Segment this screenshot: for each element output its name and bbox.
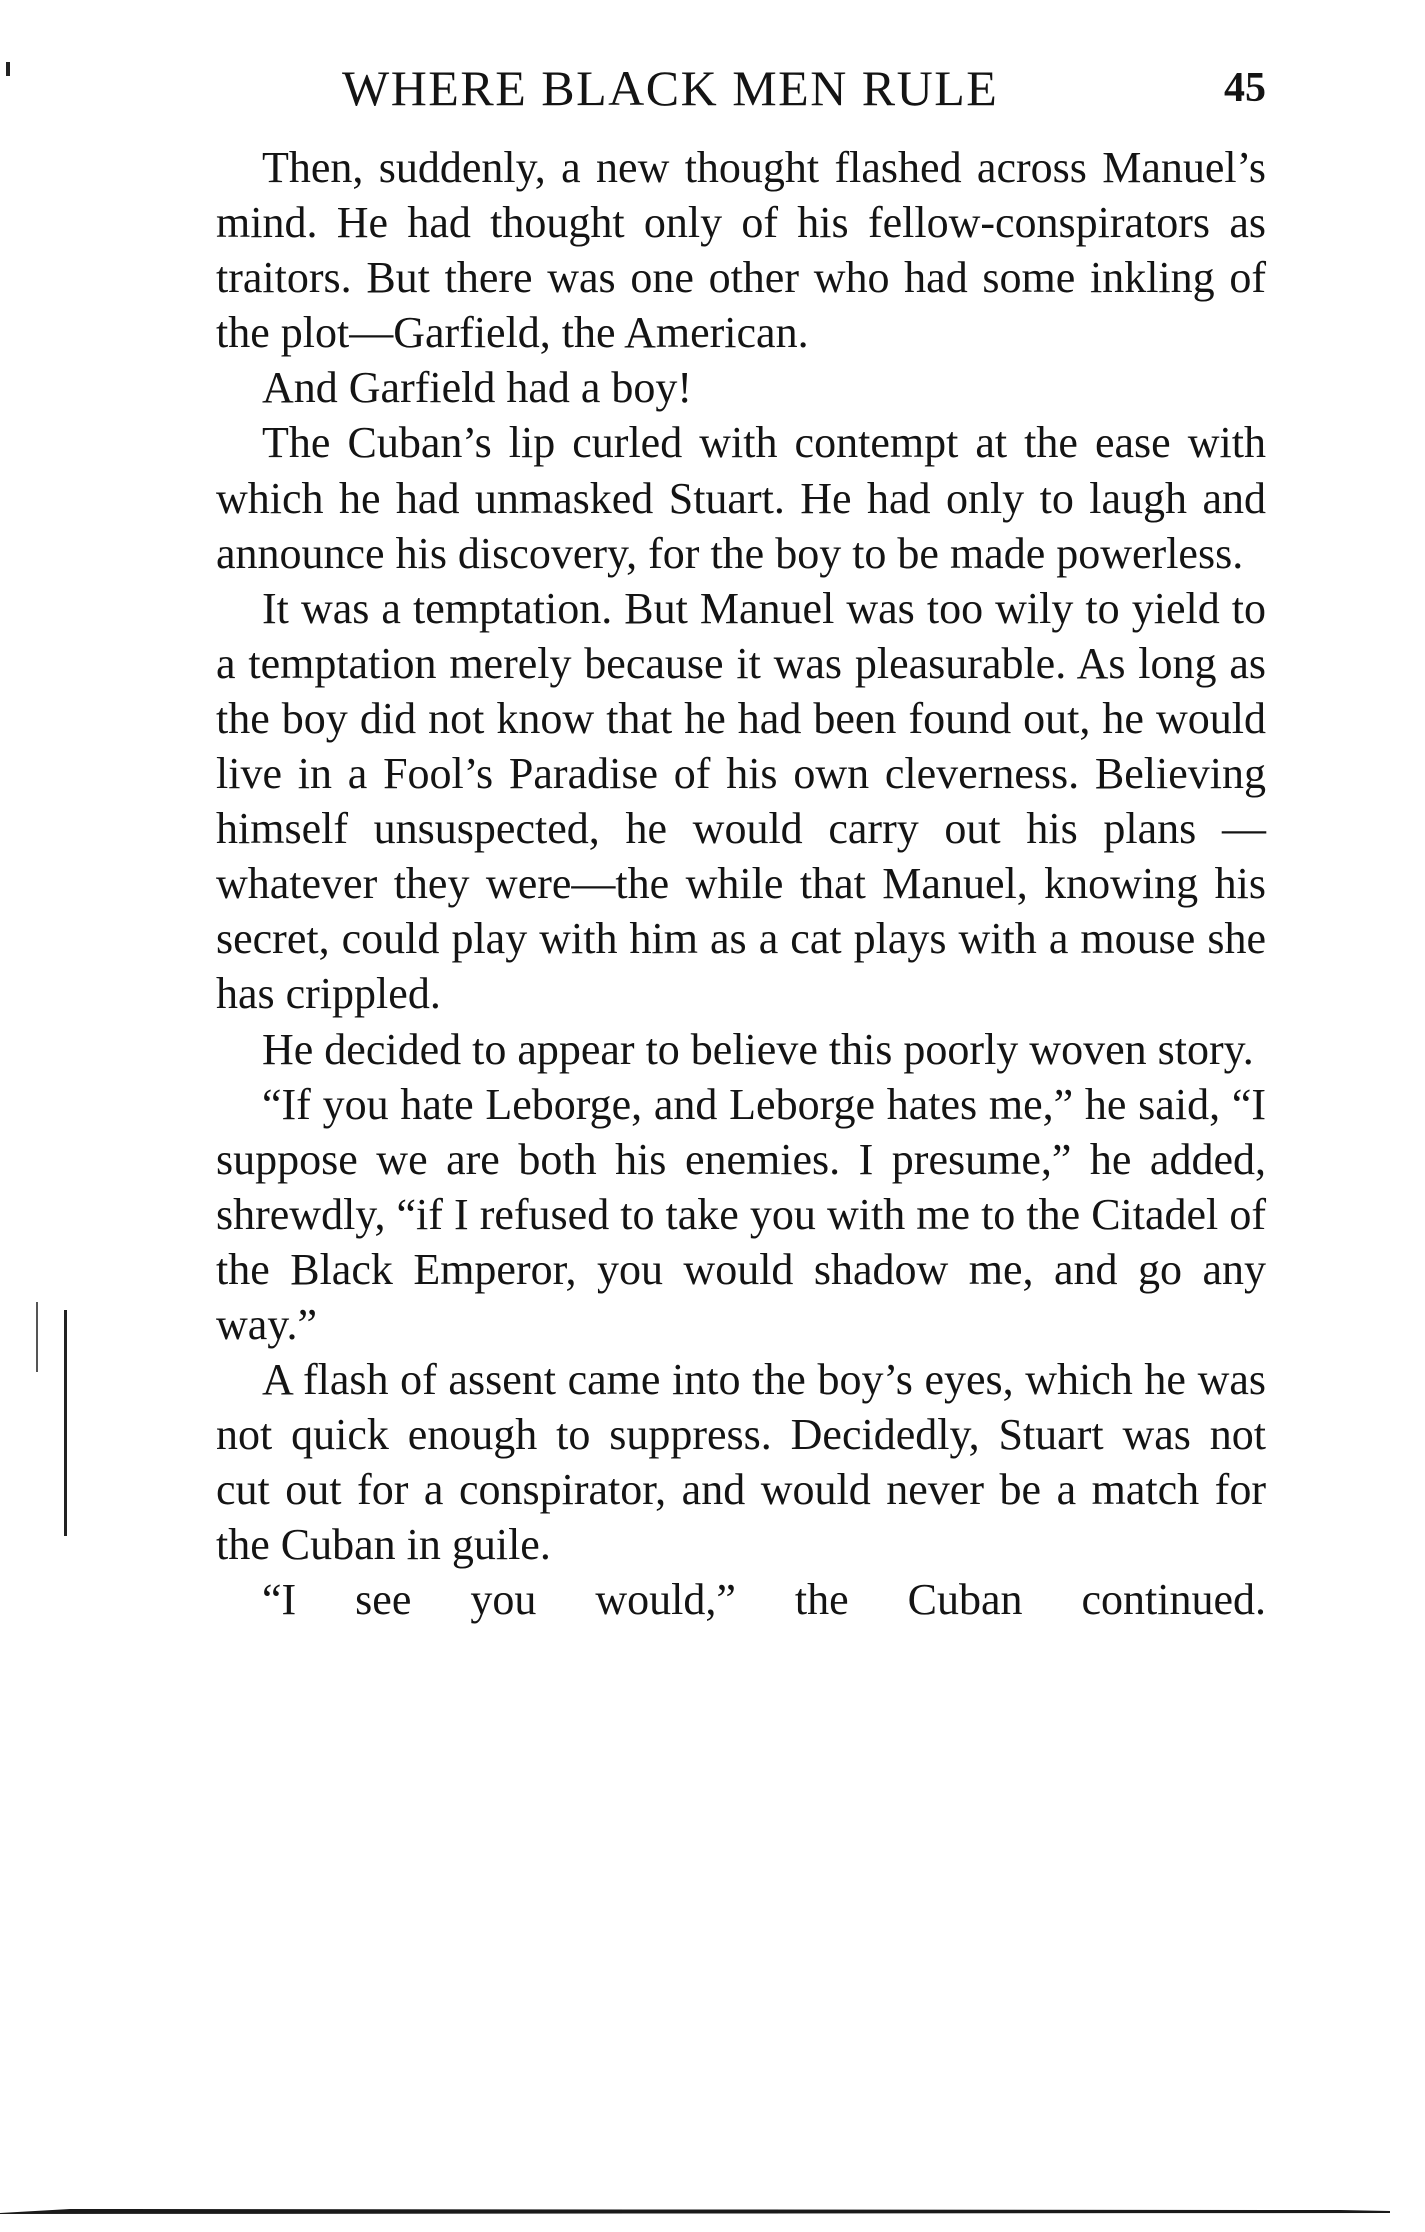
paragraph: A flash of assent came into the boy’s eyes, which he was not quick enough to suppress. Decidedly, Stuart was not cut out for a conspirator, and would never be a match for the Cuban in guile. [216,1355,1266,1570]
paragraph: It was a temptation. But Manuel was too wily to yield to a temptation merely because it was pleasurable. As long as the boy did not know that he had been found out, he would live in a Fool’s Paradise of his own cleverness. Believing himself unsuspected, he would carry out his plans —whatever they were—the while that Manuel, knowing his secret, could play with him as a cat plays with a mouse she has crippled. [216,583,1266,1019]
page-number: 45 [1224,65,1266,111]
paragraph: He decided to appear to believe this poorly woven story. [262,1024,1254,1074]
scan-mark [64,1310,67,1536]
paragraph: The Cuban’s lip curled with contempt at the ease with which he had unmasked Stuart. He had only to laugh and announce his discovery, for the boy to be made powerless. [216,418,1266,578]
body-text [216,140,1266,1628]
running-title: WHERE BLACK MEN RULE [342,60,999,116]
paragraph: And Garfield had a boy! [262,363,693,413]
page-bottom-rule [0,2208,1390,2214]
paragraph: “If you hate Leborge, and Leborge hates me,” he said, “I suppose we are both his enemies. I presume,” he added, shrewdly, “if I refused to take you with me to the Citadel of the Black Emperor, you would shadow me, and go any way.” [216,1079,1266,1349]
scan-mark [36,1302,38,1372]
paragraph: “I see you would,” the Cuban continued. [262,1575,1266,1625]
running-head [216,58,1266,118]
paragraph: Then, suddenly, a new thought flashed across Manuel’s mind. He had thought only of his fellow-conspirators as traitors. But there was one other who had some inkling of the plot—Garfield, the American. [216,143,1266,358]
scan-mark [6,62,10,76]
